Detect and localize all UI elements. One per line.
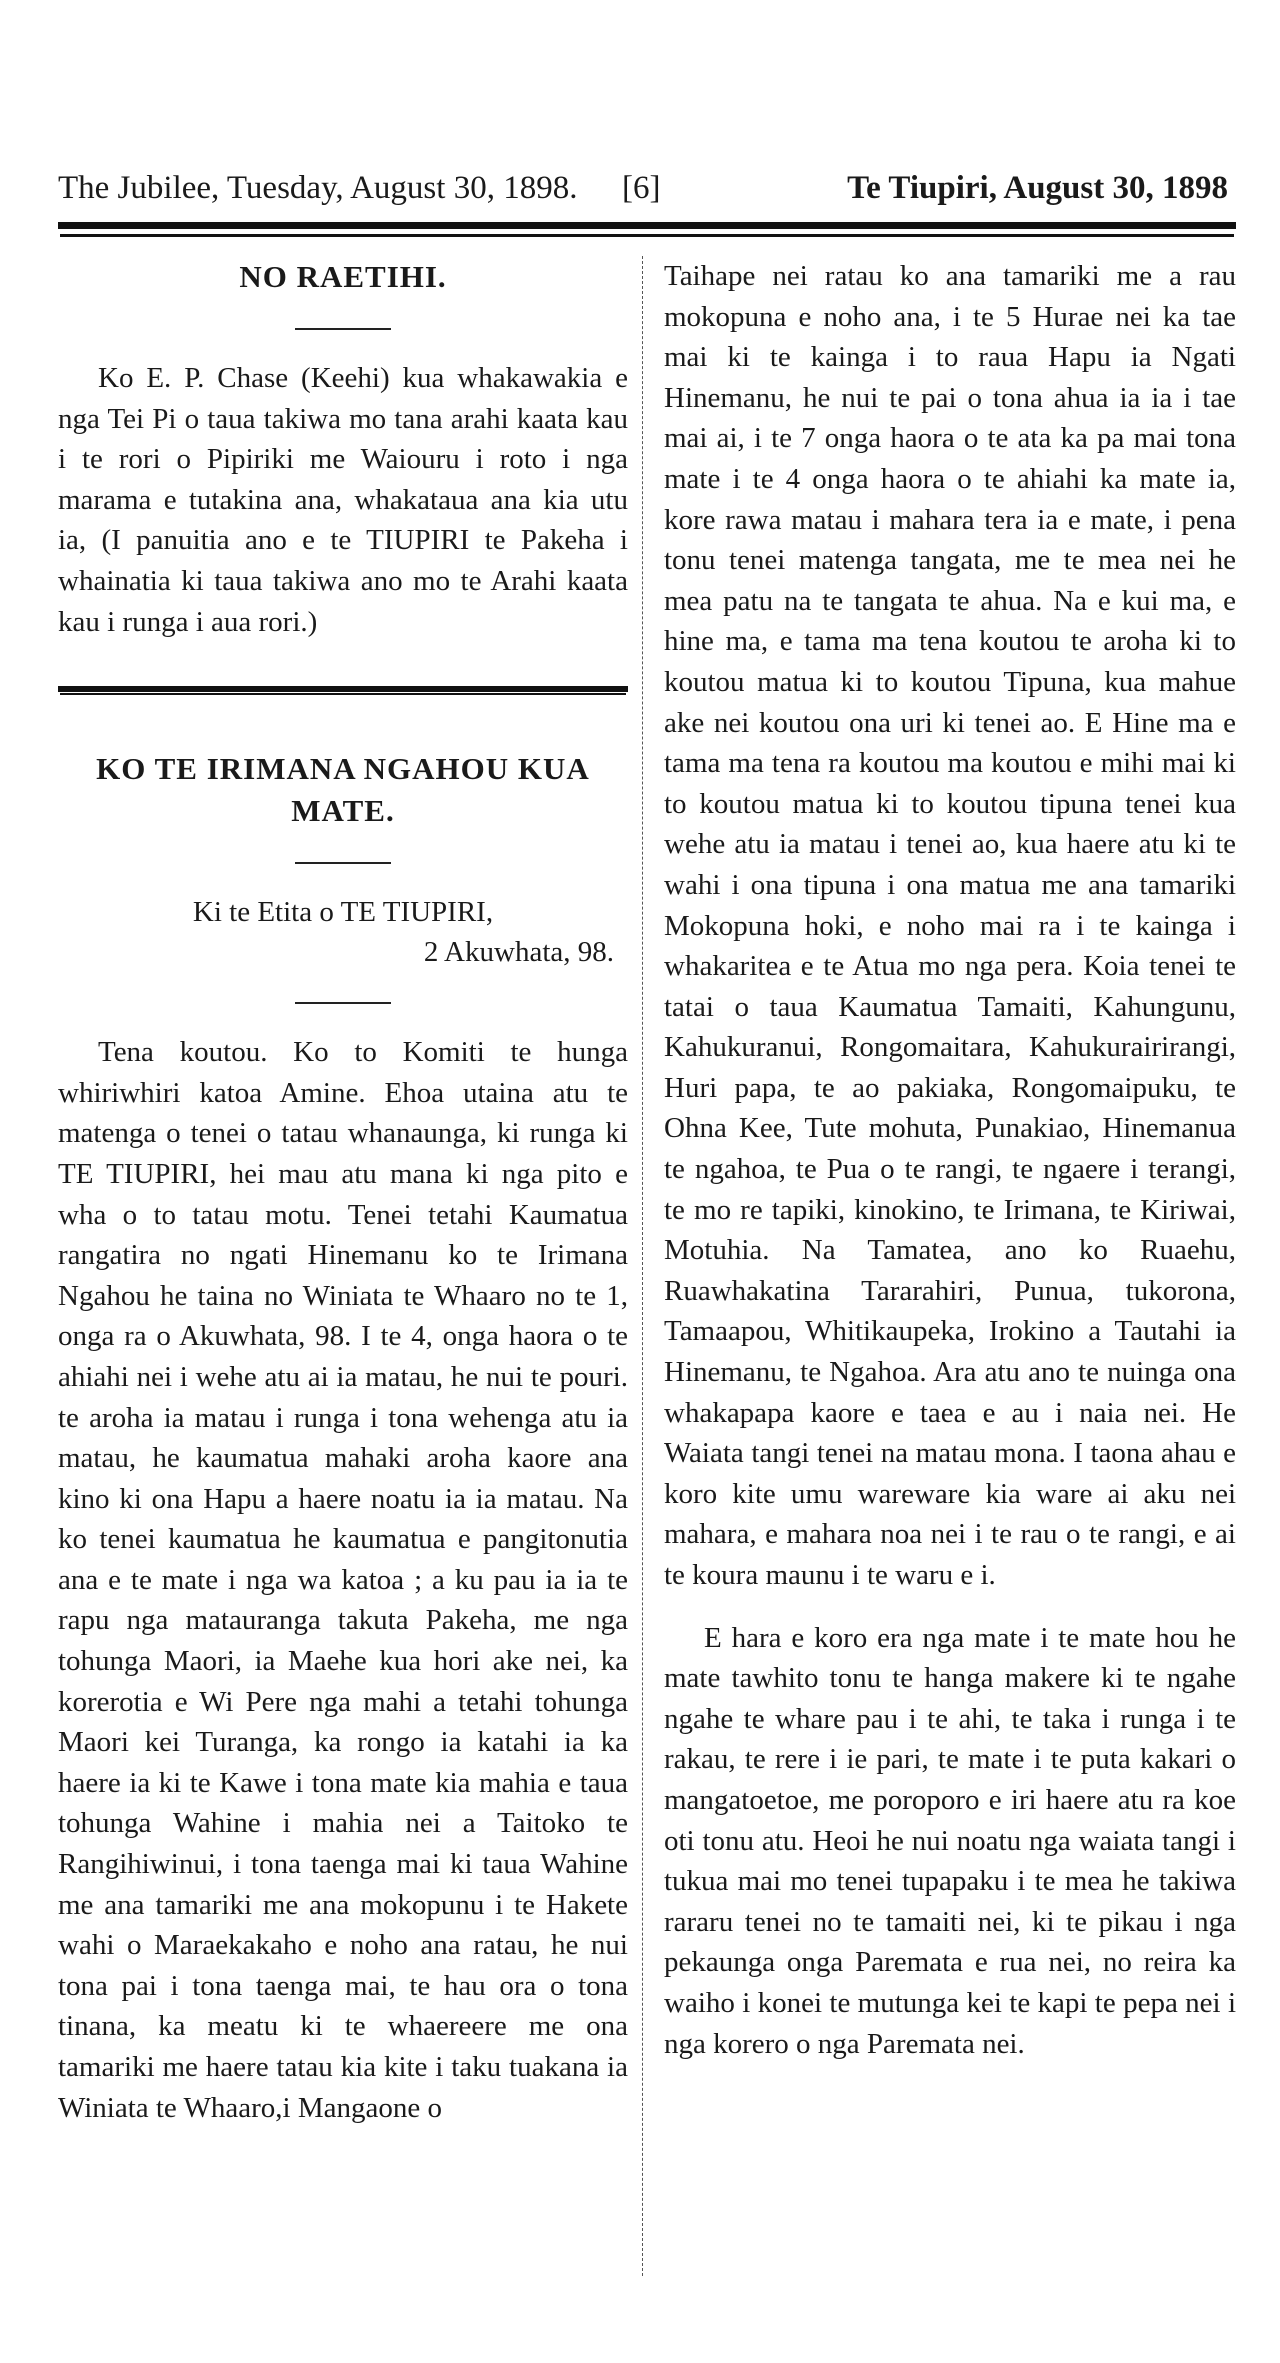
column-divider bbox=[642, 256, 643, 2276]
article2-title-rule bbox=[295, 862, 391, 864]
article1-title: NO RAETIHI. bbox=[239, 259, 447, 294]
article2-title: KO TE IRIMANA NGAHOU KUA MATE. bbox=[96, 751, 590, 829]
header-left: The Jubilee, Tuesday, August 30, 1898. bbox=[58, 170, 578, 206]
article-separator bbox=[58, 686, 628, 692]
article2-dateline-rule bbox=[295, 1002, 391, 1004]
article1-title-rule bbox=[295, 328, 391, 330]
left-column bbox=[58, 256, 628, 2128]
article2-addressee: Ki te Etita o TE TIUPIRI, bbox=[192, 896, 494, 929]
article2-right-body-2: E hara e koro era nga mate i te mate hou he mate tawhito tonu te hanga makere ki te ngahe ngahe te whare pau i te ahi, te taka i runga i te rakau, te rere i ie pari, te mate i te puta kakari o mangatoetoe, me poroporo e iri haere atu ra koe oti tonu atu. Heoi he nui noatu nga waiata tangi i tukua mai mo tenei tupapaku i te mea he takiwa rararu tenei no te tamaiti nei, ki te pikau i nga pekaunga onga Paremata e rua nei, no reira ka waiho i konei te mutunga kei te kapi te pepa nei i nga korero o nga Paremata nei. bbox=[664, 1621, 1236, 2060]
page-header bbox=[52, 168, 1228, 208]
article2-left-body: Tena koutou. Ko to Komiti te hunga whiriwhiri katoa Amine. Ehoa utaina atu te matenga o tenei o tatau whanaunga, ki runga ki TE TIUPIRI, hei mau atu mana ki nga pito e wha o to tatau motu. Tenei tetahi Kaumatua rangatira no ngati Hinemanu ko te Irimana Ngahou he taina no Winiata te Whaaro no te 1, onga ra o Akuwhata, 98. I te 4, onga haora o te ahiahi nei i wehe atu ai ia matau, he nui te pouri. te aroha ia matau i runga i tona wehenga atu ia matau, he kaumatua mahaki aroha kaore ana kino ki ona Hapu a haere noatu ia ia matau. Na ko tenei kaumatua he kaumatua e pangitonutia ana e te mate i nga wa katoa ; a ku pau ia ia te rapu nga matauranga takuta Pakeha, me nga tohunga Maori, ia Maehe kua hori ake nei, ka korerotia e Wi Pere nga mahi a tetahi tohunga Maori kei Turanga, ka rongo ia katahi ia ka haere ia ki te Kawe i tona mate kia mahia e taua tohunga Wahine i mahia nei a Taitoko te Rangihiwinui, i tona taenga mai ki taua Wahine me ana tamariki me ana mokopunu i te Hakete wahi o Maraekakaho e noho ana ratau, he nui tona pai i tona taenga mai, te hau ora o tona tinana, ka meatu ki te whaereere me ona tamariki me haere tatau kia kite i taku tuakana ia Winiata te Whaaro,i Mangaone o bbox=[58, 1036, 628, 2124]
paragraph-gap bbox=[664, 1596, 1236, 1618]
article2-dateline: 2 Akuwhata, 98. bbox=[423, 936, 614, 969]
page-number: [6] bbox=[622, 170, 661, 206]
article1-body: Ko E. P. Chase (Keehi) kua whakawakia e nga Tei Pi o taua takiwa mo tana arahi kaata kau i te rori o Pipiriki me Waiouru i roto i nga marama e tutakina ana, whakataua ana kia utu ia, (I panuitia ano e te TIUPIRI te Pakeha i whainatia ki taua takiwa ano mo te Arahi kaata kau i runga i aua rori.) bbox=[58, 362, 628, 638]
article2-right-body-1: Taihape nei ratau ko ana tamariki me a rau mokopuna e noho ana, i te 5 Hurae nei ka tae mai ki te kainga i to raua Hapu ia Ngati Hinemanu, he nui te pai o tona ahua ia ia i tae mai ai, i te 7 onga haora o te ata ka pa mai tona mate i te 4 onga haora o te ahiahi ka mate ia, kore rawa matau i mahara tera ia e mate, i pena tonu tenei matenga tangata, me te mea nei he mea patu na te tangata te ahua. Na e kui ma, e hine ma, e tama ma tena koutou te aroha ki to koutou matua ki to koutou Tipuna, kua mahue ake nei koutou ona uri ki tenei ao. E Hine ma e tama ma tena ra koutou ma koutou e mihi mai ki to koutou matua ki to koutou tipuna tenei kua wehe atu ia matau i tenei ao, kua haere atu ki te wahi i ona tipuna i ona matua me ana tamariki Mokopuna hoki, e noho mai ra i te kainga i whakaritea e te Atua mo nga pera. Koia tenei te tatai o taua Kaumatua Tamaiti, Kahungunu, Kahukuranui, Rongomaitara, Kahukurairirangi, Huri papa, te ao pakiaka, Rongomaipuku, te Ohna Kee, Tute mohuta, Punakiao, Hinemanua te ngahoa, te Pua o te rangi, te ngaere i terangi, te mo re tapiki, kinokino, te Irimana, te Kiriwai, Motuhia. Na Tamatea, ano ko Ruaehu, Ruawhakatina Tararahiri, Punua, tukorona, Tamaapou, Whitikaupeka, Irokino a Tautahi ia Hinemanu, te Ngahoa. Ara atu ano te nuinga ona whakapapa kaore e taea e au i naia nei. He Waiata tangi tenei na matau mona. I taona ahau e koro kite umu wareware kia ware ai aku nei mahara, e mahara noa nei i te rau o te rangi, e ai te koura maunu i te waru e i. bbox=[664, 260, 1236, 1591]
header-right: Te Tiupiri, August 30, 1898 bbox=[847, 170, 1228, 206]
header-rule bbox=[58, 222, 1236, 229]
right-column bbox=[664, 256, 1236, 2064]
